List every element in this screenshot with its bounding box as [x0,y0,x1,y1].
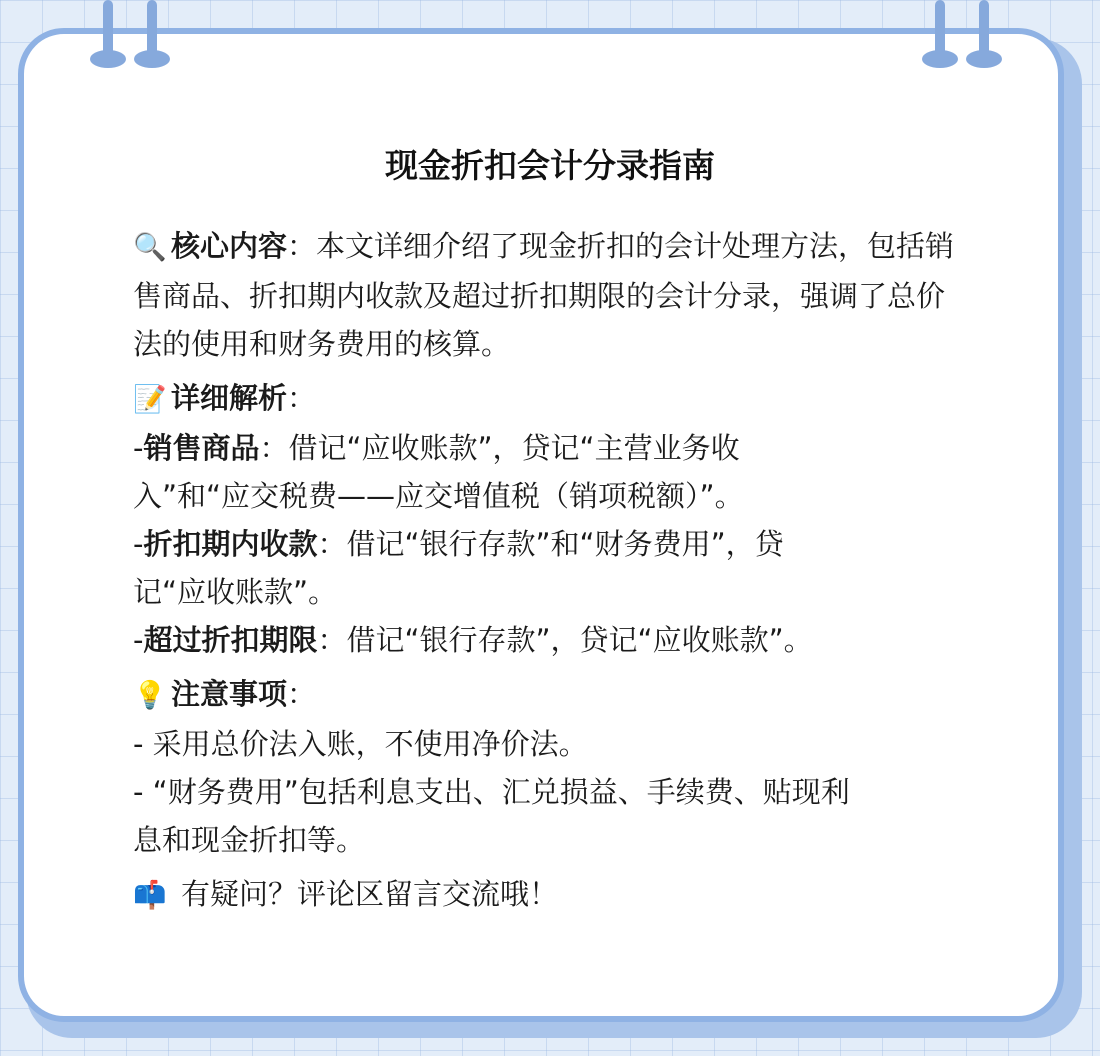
page-title: 现金折扣会计分录指南 [385,146,715,185]
footer-text: 有疑问？评论区留言交流哦！ [181,877,559,911]
analysis-section [133,374,973,664]
item-text: 借记“应收账款”，贷记“主营业务收 [288,431,740,465]
notes-section [133,670,973,864]
core-heading: 核心内容 [171,229,288,263]
footer-line [133,870,973,920]
item-label: 超过折扣期限 [143,623,318,657]
item-text-cont: 入”和“应交税费——应交增值税（销项税额）”。 [133,479,744,513]
item-label: 折扣期内收款 [143,527,318,561]
list-item [133,424,973,520]
item-prefix: - [133,623,144,657]
note-text-cont: 息和现金折扣等。 [133,823,366,857]
list-item [133,616,973,664]
memo-icon: 📝 [133,384,167,415]
note-text: - 采用总价法入账，不使用净价法。 [133,727,588,761]
note-text: - “财务费用”包括利息支出、汇兑损益、手续费、贴现利 [133,775,850,809]
list-item [133,520,973,616]
item-separator: ： [259,431,289,465]
item-text-cont: 记“应收账款”。 [133,575,338,609]
binder-ring-icon [134,0,170,70]
item-text: 借记“银行存款”和“财务费用”，贷 [346,527,784,561]
item-prefix: - [133,431,144,465]
binder-ring-icon [966,0,1002,70]
item-separator: ： [317,623,347,657]
binder-ring-icon [90,0,126,70]
article-body [133,222,973,920]
notes-heading: 注意事项 [171,677,288,711]
notes-header [133,670,973,720]
item-text: 借记“银行存款”，贷记“应收账款”。 [346,623,813,657]
magnifier-icon: 🔍 [133,232,167,263]
core-section [133,222,973,368]
analysis-header [133,374,973,424]
core-text: 本文详细介绍了现金折扣的会计处理方法，包括销售商品、折扣期内收款及超过折扣期限的会计分录，强调了总价法的使用和财务费用的核算。 [133,229,955,361]
notes-separator: ： [287,677,317,711]
core-separator: ： [287,229,317,263]
item-prefix: - [133,527,144,561]
analysis-heading: 详细解析 [171,381,288,415]
item-separator: ： [317,527,347,561]
lightbulb-icon: 💡 [133,680,167,711]
binder-ring-icon [922,0,958,70]
item-label: 销售商品 [143,431,260,465]
list-item [133,768,973,864]
analysis-separator: ： [287,381,317,415]
mailbox-icon: 📫 [133,880,167,911]
list-item [133,720,973,768]
